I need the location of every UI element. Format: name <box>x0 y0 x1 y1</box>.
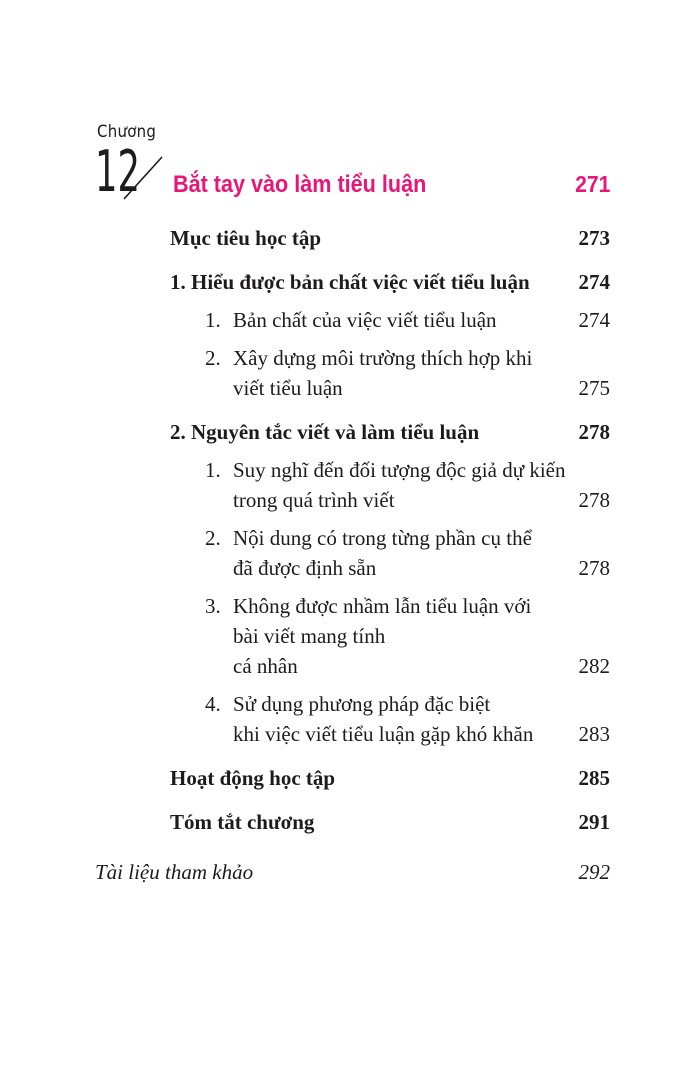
toc-entry-number: 1. <box>205 458 221 482</box>
toc-entry-page: 282 <box>578 654 610 678</box>
toc-entry-number: 2. <box>205 526 221 550</box>
toc-entry-title: Nội dung có trong từng phần cụ thể đã được định sẵn <box>233 526 532 580</box>
chapter-label: Chương <box>97 122 157 142</box>
toc-entry-title: Xây dựng môi trường thích hợp khi viết tiểu luận <box>233 346 533 400</box>
toc-entry-title: Không được nhầm lẫn tiểu luận với bài viết mang tính cá nhân <box>233 594 532 678</box>
toc-entry <box>170 223 610 253</box>
chapter-number: 12 <box>95 139 140 205</box>
toc-entry-title: Tài liệu tham khảo <box>95 860 254 884</box>
toc-list <box>95 223 610 887</box>
toc-entry-page: 275 <box>578 376 610 400</box>
toc-entry-page: 292 <box>578 860 610 884</box>
toc-entry-number: 1. <box>205 308 221 332</box>
toc-entry <box>205 689 610 749</box>
toc-entry-title: Mục tiêu học tập <box>170 226 322 250</box>
toc-entry <box>170 763 610 793</box>
toc-entry-page: 278 <box>578 488 610 512</box>
chapter-title-row <box>173 171 610 198</box>
toc-entry-page: 291 <box>578 810 610 834</box>
toc-entry <box>205 591 610 681</box>
toc-entry-page: 285 <box>578 766 610 790</box>
toc-entry <box>95 857 610 887</box>
toc-entry-title: Sử dụng phương pháp đặc biệt khi việc viết tiểu luận gặp khó khăn <box>233 692 534 746</box>
toc-entry <box>205 343 610 403</box>
toc-entry-title: Bản chất của việc viết tiểu luận <box>233 308 497 332</box>
toc-entry-title: Hoạt động học tập <box>170 766 336 790</box>
toc-entry <box>205 305 610 335</box>
toc-entry-number: 4. <box>205 692 221 716</box>
toc-entry <box>170 807 610 837</box>
chapter-title: Bắt tay vào làm tiểu luận <box>173 171 427 198</box>
toc-entry-title: 1. Hiểu được bản chất việc viết tiểu luận <box>170 270 530 294</box>
toc-entry-page: 283 <box>578 722 610 746</box>
chapter-page-number: 271 <box>574 171 610 197</box>
toc-entry-page: 273 <box>578 226 610 250</box>
toc-entry-page: 278 <box>578 556 610 580</box>
toc-entry-page: 274 <box>578 270 610 294</box>
toc-entry-title: Suy nghĩ đến đối tượng độc giả dự kiến trong quá trình viết <box>233 458 566 512</box>
chapter-slash-line <box>121 154 165 202</box>
toc-entry-number: 2. <box>205 346 221 370</box>
toc-entry <box>205 523 610 583</box>
toc-entry-page: 274 <box>578 308 610 332</box>
toc-entry-title: Tóm tắt chương <box>170 810 315 834</box>
chapter-header <box>95 122 610 206</box>
toc-entry <box>205 455 610 515</box>
toc-entry-number: 3. <box>205 594 221 618</box>
toc-entry-title: 2. Nguyên tắc viết và làm tiểu luận <box>170 420 480 444</box>
toc-entry <box>170 267 610 297</box>
toc-entry-page: 278 <box>578 420 610 444</box>
toc-entry <box>170 417 610 447</box>
